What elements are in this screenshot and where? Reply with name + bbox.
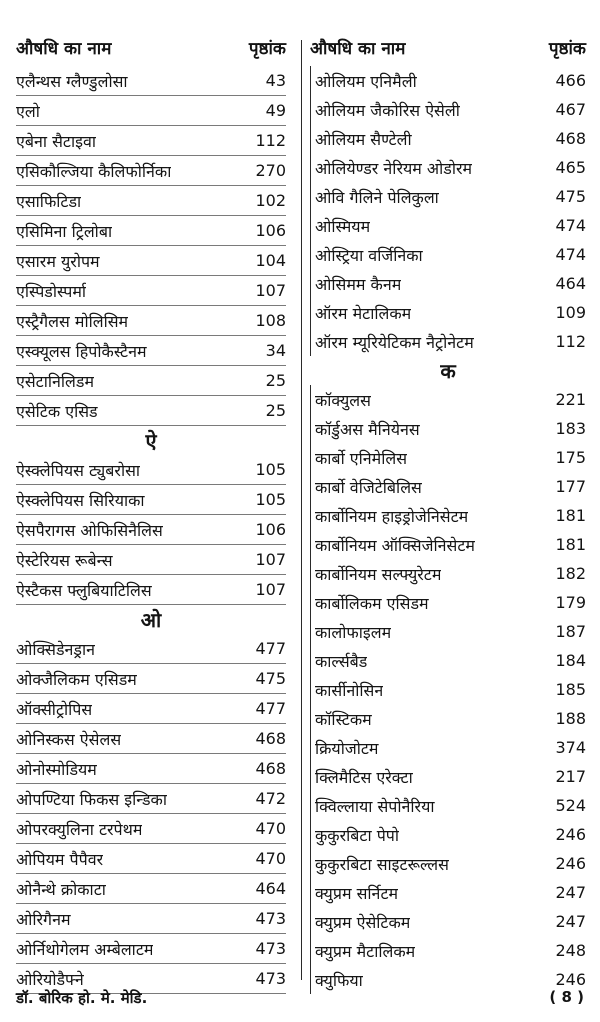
page-ref: 102 — [255, 191, 286, 210]
medicine-name: एसेटिक एसिड — [16, 401, 98, 421]
medicine-name: एसारम युरोपम — [16, 251, 100, 271]
medicine-name: ऐस्क्लेपियस सिरियाका — [16, 490, 145, 510]
medicine-name: एस्क्यूलस हिपोकैस्टैनम — [16, 341, 147, 361]
medicine-name: क्रियोजोटम — [315, 738, 379, 758]
medicine-name: ऐस्टैकस फ्लुबियाटिलिस — [16, 580, 152, 600]
page-ref: 25 — [265, 401, 286, 420]
page-ref: 108 — [255, 311, 286, 330]
page-ref: 25 — [265, 371, 286, 390]
page-ref: 473 — [255, 969, 286, 988]
index-entry — [310, 414, 586, 443]
medicine-name: एसिकौल्जिया कैलिफोर्निका — [16, 161, 172, 181]
medicine-name: ऑक्सीट्रोपिस — [16, 699, 93, 719]
medicine-name: एसेटानिलिडम — [16, 371, 95, 391]
page-ref: 181 — [555, 535, 586, 554]
book-title: डॉ. बोरिक हो. मे. मेडि. — [16, 989, 148, 1007]
medicine-name: ओक्सिडेनड्रान — [16, 639, 95, 659]
index-entry — [310, 878, 586, 907]
medicine-name: ओनैन्थे क्रोकाटा — [16, 879, 106, 899]
index-entry — [16, 455, 286, 485]
index-entry — [310, 501, 586, 530]
index-entry — [16, 336, 286, 366]
column-divider — [301, 40, 302, 980]
medicine-name: एलो — [16, 101, 40, 121]
index-entry — [16, 724, 286, 754]
page-ref: 177 — [555, 477, 586, 496]
index-entry — [16, 904, 286, 934]
index-entry — [16, 784, 286, 814]
page-ref: 183 — [555, 419, 586, 438]
medicine-name: ओसिमम कैनम — [315, 274, 402, 294]
left-header — [16, 36, 286, 66]
medicine-name: कार्बो एनिमेलिस — [315, 448, 408, 468]
right-column — [310, 36, 586, 994]
page-ref: 43 — [265, 71, 286, 90]
medicine-name: ऐस्टेरियस रूबेन्स — [16, 550, 113, 570]
page-ref: 104 — [255, 251, 286, 270]
medicine-name: क्युफिया — [315, 970, 363, 990]
page-ref: 270 — [255, 161, 286, 180]
medicine-name: ओलियम जैकोरिस ऐसेली — [315, 100, 460, 120]
section-letter: ऐ — [145, 429, 157, 453]
index-entry — [16, 844, 286, 874]
page-ref: 473 — [255, 939, 286, 958]
page-ref: 109 — [555, 303, 586, 322]
page-ref: 246 — [555, 970, 586, 989]
index-entry — [310, 907, 586, 936]
index-entry — [310, 849, 586, 878]
page-ref: 475 — [555, 187, 586, 206]
page-ref: 465 — [555, 158, 586, 177]
index-entry — [310, 617, 586, 646]
index-entry — [310, 733, 586, 762]
right-index-list — [310, 66, 586, 994]
medicine-name: ओनोस्मोडियम — [16, 759, 97, 779]
medicine-name: क्युप्रम ऐसेटिकम — [315, 912, 411, 932]
page-ref: 470 — [255, 819, 286, 838]
section-letter: क — [440, 359, 456, 383]
page-ref: 464 — [255, 879, 286, 898]
index-entry — [16, 694, 286, 724]
medicine-name: एलैन्थस ग्लैण्डुलोसा — [16, 71, 128, 91]
index-entry — [16, 754, 286, 784]
medicine-name: क्युप्रम मैटालिकम — [315, 941, 416, 961]
left-index-list — [16, 66, 286, 994]
index-entry — [310, 240, 586, 269]
page-ref: 106 — [255, 221, 286, 240]
index-entry — [310, 530, 586, 559]
index-entry — [310, 646, 586, 675]
page-ref: 112 — [555, 332, 586, 351]
index-entry — [310, 182, 586, 211]
medicine-name: ओलियम सैण्टेली — [315, 129, 412, 149]
page-ref: 467 — [555, 100, 586, 119]
page-ref: 474 — [555, 245, 586, 264]
index-entry — [310, 704, 586, 733]
index-entry — [310, 298, 586, 327]
index-entry — [16, 814, 286, 844]
medicine-name: ओपियम पैपैवर — [16, 849, 104, 869]
medicine-name: कार्बोनियम सल्फ्युरेटम — [315, 564, 442, 584]
medicine-name: क्युप्रम सर्निटम — [315, 883, 399, 903]
medicine-name: कार्बोलिकम एसिडम — [315, 593, 429, 613]
index-entry — [16, 156, 286, 186]
medicine-name: कार्बोनियम ऑक्सिजेनिसेटम — [315, 535, 475, 555]
medicine-name: कालोफाइलम — [315, 622, 392, 642]
medicine-name: ओपरक्युलिना टरपेथम — [16, 819, 143, 839]
index-entry — [310, 472, 586, 501]
page-ref: 477 — [255, 699, 286, 718]
medicine-name: ऐसपैरागस ओफिसिनैलिस — [16, 520, 163, 540]
page-ref: 477 — [255, 639, 286, 658]
page-ref: 187 — [555, 622, 586, 641]
index-entry — [16, 485, 286, 515]
page-ref: 468 — [255, 759, 286, 778]
index-entry — [16, 934, 286, 964]
page-ref: 470 — [255, 849, 286, 868]
medicine-name: ओक्जैलिकम एसिडम — [16, 669, 137, 689]
index-entry — [310, 211, 586, 240]
medicine-name: कार्सीनोसिन — [315, 680, 384, 700]
medicine-name: कार्बोनियम हाइड्रोजेनिसेटम — [315, 506, 469, 526]
medicine-name: कार्ल्सबैड — [315, 651, 368, 671]
index-entry — [16, 366, 286, 396]
page-ref: 473 — [255, 909, 286, 928]
index-entry — [310, 66, 586, 95]
page-ref: 246 — [555, 854, 586, 873]
medicine-name: ऐस्क्लेपियस ट्युबरोसा — [16, 460, 141, 480]
header-medicine-name: औषधि का नाम — [310, 39, 406, 59]
medicine-name: ओरियोडैफ्ने — [16, 969, 84, 989]
medicine-name: एस्पिडोस्पर्मा — [16, 281, 87, 301]
page-ref: 185 — [555, 680, 586, 699]
header-page: पृष्ठांक — [248, 39, 286, 59]
index-entry — [310, 153, 586, 182]
page-ref: 217 — [555, 767, 586, 786]
page-ref: 181 — [555, 506, 586, 525]
index-entry — [310, 385, 586, 414]
index-entry — [310, 675, 586, 704]
page-ref: 107 — [255, 580, 286, 599]
index-entry — [310, 124, 586, 153]
header-page: पृष्ठांक — [548, 39, 586, 59]
page-ref: 248 — [555, 941, 586, 960]
index-entry — [16, 634, 286, 664]
page-ref: 374 — [555, 738, 586, 757]
index-entry — [16, 186, 286, 216]
page-ref: 34 — [265, 341, 286, 360]
page-number: ( 8 ) — [549, 988, 584, 1006]
page-ref: 107 — [255, 281, 286, 300]
index-entry — [310, 936, 586, 965]
page-ref: 107 — [255, 550, 286, 569]
index-entry — [16, 126, 286, 156]
index-entry — [16, 664, 286, 694]
index-entry — [310, 327, 586, 356]
medicine-name: कुकुरबिटा साइटरूल्लस — [315, 854, 449, 874]
index-entry — [16, 96, 286, 126]
page-ref: 246 — [555, 825, 586, 844]
medicine-name: कॉस्टिकम — [315, 709, 372, 729]
medicine-name: ऑरम म्यूरियेटिकम नैट्रोनेटम — [315, 332, 474, 352]
medicine-name: कार्बो वेजिटेबिलिस — [315, 477, 422, 497]
page-ref: 182 — [555, 564, 586, 583]
medicine-name: एसिमिना ट्रिलोबा — [16, 221, 113, 241]
medicine-name: ओस्ट्रिया वर्जिनिका — [315, 245, 423, 265]
index-entry — [16, 515, 286, 545]
index-entry — [310, 559, 586, 588]
page-ref: 464 — [555, 274, 586, 293]
page-ref: 188 — [555, 709, 586, 728]
index-entry — [16, 306, 286, 336]
index-entry — [310, 95, 586, 124]
index-entry — [310, 820, 586, 849]
page-ref: 106 — [255, 520, 286, 539]
page-ref: 49 — [265, 101, 286, 120]
index-entry — [16, 216, 286, 246]
index-entry — [16, 545, 286, 575]
page-ref: 468 — [255, 729, 286, 748]
index-entry — [310, 588, 586, 617]
page-ref: 474 — [555, 216, 586, 235]
medicine-name: ओस्मियम — [315, 216, 371, 236]
page-ref: 179 — [555, 593, 586, 612]
medicine-name: एसाफिटिडा — [16, 191, 82, 211]
medicine-name: एस्ट्रैगैलस मोलिसिम — [16, 311, 129, 331]
page-ref: 175 — [555, 448, 586, 467]
page-ref: 105 — [255, 490, 286, 509]
index-entry — [310, 791, 586, 820]
medicine-name: ओलियम एनिमैली — [315, 71, 417, 91]
medicine-name: कुकुरबिटा पेपो — [315, 825, 400, 845]
header-medicine-name: औषधि का नाम — [16, 39, 112, 59]
page-ref: 221 — [555, 390, 586, 409]
section-letter: ओ — [140, 608, 162, 632]
page-ref: 468 — [555, 129, 586, 148]
page-ref: 472 — [255, 789, 286, 808]
page-ref: 524 — [555, 796, 586, 815]
index-entry — [310, 443, 586, 472]
index-entry — [16, 66, 286, 96]
index-entry — [16, 874, 286, 904]
medicine-name: ओवि गैलिने पेलिकुला — [315, 187, 439, 207]
index-entry — [16, 276, 286, 306]
page-ref: 184 — [555, 651, 586, 670]
left-column — [16, 36, 286, 994]
medicine-name: ओरिगैनम — [16, 909, 71, 929]
index-entry — [310, 269, 586, 298]
index-entry — [16, 246, 286, 276]
index-entry — [16, 396, 286, 426]
page-ref: 247 — [555, 883, 586, 902]
medicine-name: क्विल्लाया सेपोनैरिया — [315, 796, 435, 816]
medicine-name: ओलियेण्डर नेरियम ओडोरम — [315, 158, 473, 178]
medicine-name: एबेना सैटाइवा — [16, 131, 97, 151]
page-ref: 105 — [255, 460, 286, 479]
index-entry — [16, 575, 286, 605]
medicine-name: क्लिमैटिस एरेक्टा — [315, 767, 413, 787]
medicine-name: कॉर्डुअस मैनियेनस — [315, 419, 420, 439]
page-ref: 247 — [555, 912, 586, 931]
index-entry — [310, 762, 586, 791]
page-ref: 475 — [255, 669, 286, 688]
medicine-name: ओपण्टिया फिकस इन्डिका — [16, 789, 167, 809]
medicine-name: ऑरम मेटालिकम — [315, 303, 412, 323]
page-ref: 466 — [555, 71, 586, 90]
medicine-name: ओनिस्कस ऐसेलस — [16, 729, 122, 749]
medicine-name: ओर्निथोगेलम अम्बेलाटम — [16, 939, 154, 959]
page-ref: 112 — [255, 131, 286, 150]
right-header — [310, 36, 586, 66]
medicine-name: कॉक्युलस — [315, 390, 371, 410]
page-footer — [16, 988, 584, 1008]
